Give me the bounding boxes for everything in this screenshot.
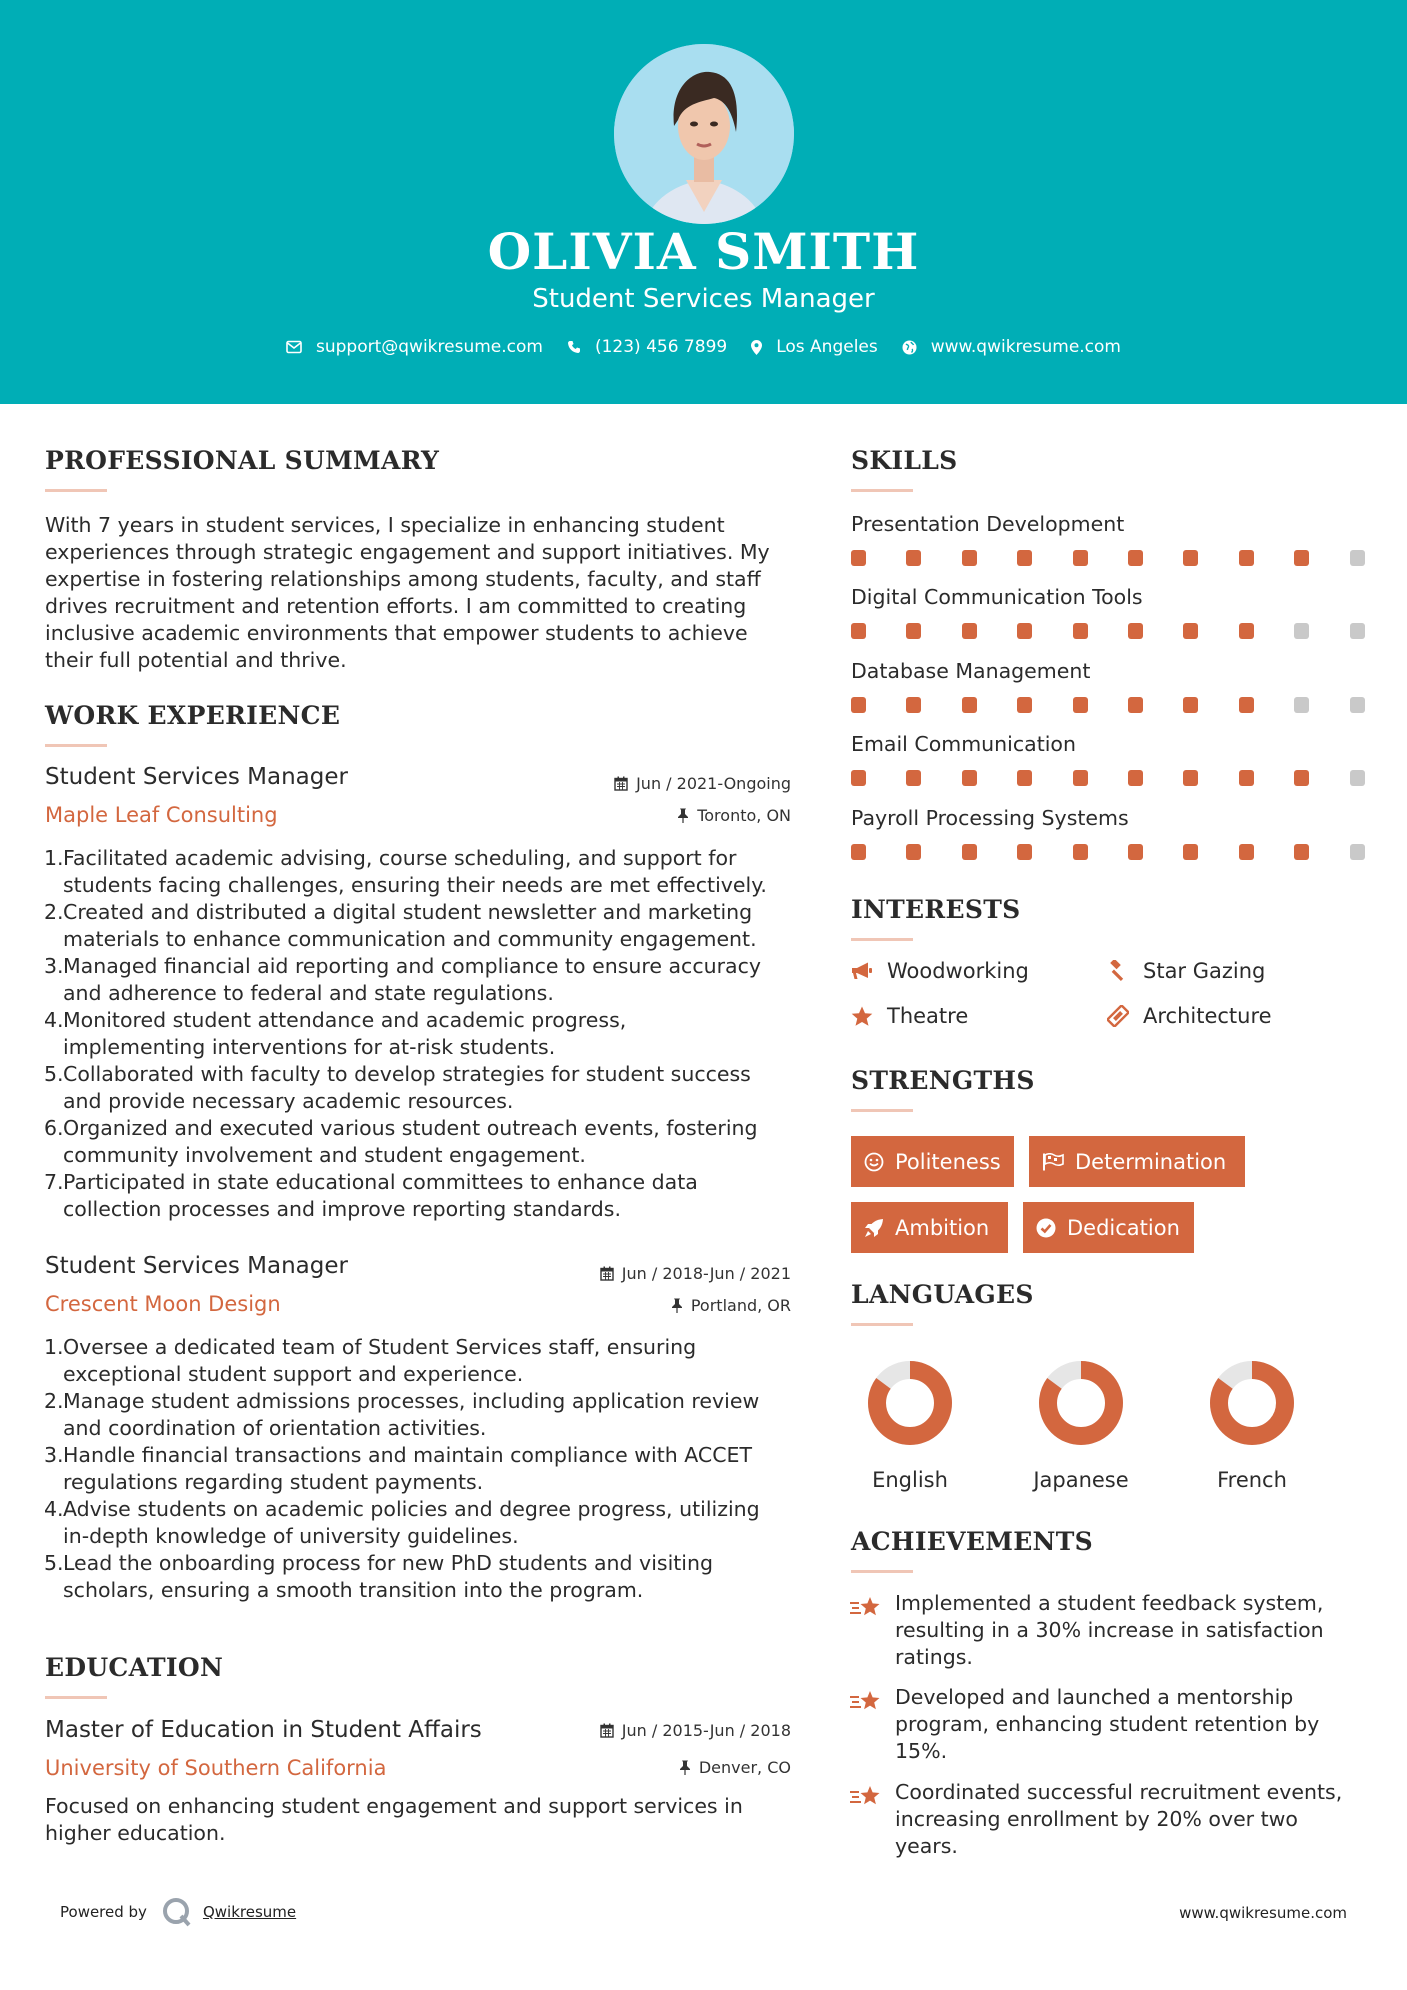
summary-line: experiences through strategic engagement and support initiatives. My (45, 540, 770, 564)
shooting-star-icon (849, 1594, 883, 1622)
calendar-icon (600, 1723, 614, 1738)
experience-heading-rule (45, 744, 107, 747)
summary-line: their full potential and thrive. (45, 648, 347, 672)
skills-heading-rule (851, 489, 913, 492)
job-location-text: Toronto, ON (697, 806, 791, 825)
skill-dot-filled (1183, 844, 1198, 860)
smile-icon (864, 1152, 884, 1172)
skill-dot-filled (1128, 770, 1143, 786)
pushpin-icon (677, 808, 689, 823)
interests-heading-rule (851, 938, 913, 941)
language-label: English (872, 1468, 948, 1492)
interest-label: Architecture (1143, 1004, 1272, 1028)
skill-dot-filled (1239, 623, 1254, 639)
job-location-text: Portland, OR (690, 1296, 791, 1315)
pushpin-icon (671, 1298, 683, 1313)
achievement-line: Implemented a student feedback system, (895, 1591, 1324, 1615)
languages-heading: LANGUAGES (851, 1280, 1034, 1309)
list-item-line: implementing interventions for at-risk students. (63, 1035, 556, 1059)
skill-dot-filled (1294, 770, 1309, 786)
footer-powered-label: Powered by (60, 1903, 147, 1921)
summary-heading-rule (45, 489, 107, 492)
job-duties-list (44, 845, 794, 1223)
language-label: French (1217, 1468, 1287, 1492)
job-date (614, 774, 791, 793)
summary-line: drives recruitment and retention efforts. I am committed to creating (45, 594, 747, 618)
skill-dot-filled (851, 550, 866, 566)
skill-dot-filled (1183, 770, 1198, 786)
skill-dot-filled (1073, 844, 1088, 860)
degree-title: Master of Education in Student Affairs (45, 1717, 482, 1743)
skill-dot-filled (906, 844, 921, 860)
contact-email-text: support@qwikresume.com (316, 337, 543, 357)
list-item (44, 1442, 794, 1496)
skill-dot-filled (962, 623, 977, 639)
bullhorn-icon (851, 961, 873, 981)
language-label: Japanese (1033, 1468, 1129, 1492)
interest-item (851, 959, 1029, 983)
contact-website-text: www.qwikresume.com (930, 337, 1121, 357)
education-line: higher education. (45, 1821, 226, 1845)
list-item (44, 1388, 794, 1442)
list-item (44, 1115, 794, 1169)
map-pin-icon (751, 340, 762, 355)
skill-dot-filled (1128, 844, 1143, 860)
skill-rating (851, 550, 1371, 566)
skill-dot-filled (851, 844, 866, 860)
interest-item (1107, 959, 1265, 983)
achievement-line: years. (895, 1834, 958, 1858)
shooting-star-icon (849, 1688, 883, 1716)
skill-name: Presentation Development (851, 512, 1125, 536)
job-title: Student Services Manager (45, 764, 348, 790)
skill-dot-filled (1128, 697, 1143, 713)
skill-rating (851, 844, 1371, 860)
candidate-title: Student Services Manager (532, 284, 875, 314)
skill-dot-filled (1239, 550, 1254, 566)
contact-website[interactable] (902, 337, 1121, 357)
list-item-line: Oversee a dedicated team of Student Services staff, ensuring (63, 1335, 697, 1359)
check-circle-icon (1036, 1218, 1056, 1238)
shooting-star-icon (849, 1783, 883, 1811)
qwikresume-logo-icon (161, 1896, 193, 1928)
school-name: University of Southern California (45, 1756, 387, 1780)
skill-dot-filled (1294, 550, 1309, 566)
job-location (677, 806, 791, 825)
achievement-line: Developed and launched a mentorship (895, 1685, 1294, 1709)
skill-dot-empty (1350, 550, 1365, 566)
envelope-icon (286, 340, 302, 354)
list-item (44, 1496, 794, 1550)
skill-dot-filled (906, 623, 921, 639)
skill-dot-filled (1128, 550, 1143, 566)
gavel-icon (1107, 960, 1129, 982)
interests-heading: INTERESTS (851, 895, 1021, 924)
ticket-icon (1107, 1005, 1129, 1027)
strength-label: Dedication (1067, 1215, 1180, 1240)
job-duties-list (44, 1334, 794, 1604)
skill-dot-filled (1239, 844, 1254, 860)
skill-dot-filled (1073, 770, 1088, 786)
achievement-line: resulting in a 30% increase in satisfaction (895, 1618, 1324, 1642)
education-date (600, 1721, 791, 1740)
list-item-line: Participated in state educational committees to enhance data (63, 1170, 698, 1194)
language-item (1197, 1356, 1307, 1492)
list-item (44, 1061, 794, 1115)
skill-dot-empty (1350, 770, 1365, 786)
contact-email[interactable] (286, 337, 543, 357)
list-item-line: Managed financial aid reporting and compliance to ensure accuracy (63, 954, 761, 978)
achievement-line: increasing enrollment by 20% over two (895, 1807, 1298, 1831)
interest-label: Theatre (887, 1004, 969, 1028)
list-item-line: Monitored student attendance and academic progress, (63, 1008, 627, 1032)
achievement-line: program, enhancing student retention by (895, 1712, 1320, 1736)
strength-tag (851, 1202, 1008, 1253)
skill-name: Digital Communication Tools (851, 585, 1143, 609)
skill-name: Database Management (851, 659, 1091, 683)
strengths-heading: STRENGTHS (851, 1066, 1035, 1095)
skill-dot-filled (1017, 550, 1032, 566)
achievement-line: ratings. (895, 1645, 973, 1669)
education-heading-rule (45, 1696, 107, 1699)
skill-rating (851, 623, 1371, 639)
skill-dot-filled (1017, 770, 1032, 786)
job-date (600, 1264, 791, 1283)
summary-line: expertise in fostering relationships among students, faculty, and staff (45, 567, 761, 591)
job-title: Student Services Manager (45, 1253, 348, 1279)
achievement-text (895, 1779, 1375, 1860)
list-item-line: in-depth knowledge of university guidelines. (63, 1524, 519, 1548)
skill-dot-filled (1239, 770, 1254, 786)
achievement-text (895, 1590, 1375, 1671)
list-item-line: students facing challenges, ensuring their needs are met effectively. (63, 873, 767, 897)
profile-photo-illustration (614, 44, 794, 224)
list-item (44, 845, 794, 899)
strength-label: Politeness (895, 1149, 1001, 1174)
language-donut (855, 1356, 965, 1450)
list-item-line: Handle financial transactions and maintain compliance with ACCET (63, 1443, 753, 1467)
list-item-line: Manage student admissions processes, including application review (63, 1389, 760, 1413)
skill-dot-filled (906, 697, 921, 713)
summary-text (45, 512, 805, 674)
contact-phone[interactable] (567, 337, 727, 357)
list-item-line: Created and distributed a digital student newsletter and marketing (63, 900, 753, 924)
footer-brand-link[interactable]: Qwikresume (202, 1903, 297, 1921)
skill-dot-filled (1017, 697, 1032, 713)
education-line: Focused on enhancing student engagement and support services in (45, 1794, 743, 1818)
list-item (44, 953, 794, 1007)
rocket-icon (864, 1218, 884, 1238)
job-date-text: Jun / 2021-Ongoing (636, 774, 791, 793)
list-item (44, 1007, 794, 1061)
footer-url[interactable]: www.qwikresume.com (1179, 1904, 1347, 1922)
list-item-line: collection processes and improve reporting standards. (63, 1197, 621, 1221)
list-item-line: Organized and executed various student outreach events, fostering (63, 1116, 758, 1140)
profile-photo (614, 44, 794, 224)
education-location (679, 1758, 791, 1777)
skill-dot-filled (906, 550, 921, 566)
star-icon (851, 1006, 873, 1027)
list-item (44, 899, 794, 953)
skill-rating (851, 770, 1371, 786)
list-item-line: regulations regarding student payments. (63, 1470, 484, 1494)
skill-dot-filled (962, 844, 977, 860)
job-company: Maple Leaf Consulting (45, 803, 278, 827)
flag-icon (1042, 1153, 1064, 1171)
contact-bar (0, 337, 1407, 357)
skill-dot-filled (1239, 697, 1254, 713)
interest-item (851, 1004, 968, 1028)
list-item-line: exceptional student support and experience. (63, 1362, 524, 1386)
list-item-line: materials to enhance communication and community engagement. (63, 927, 757, 951)
skill-dot-filled (1183, 697, 1198, 713)
achievement-line: 15%. (895, 1739, 948, 1763)
calendar-icon (614, 776, 628, 791)
contact-location (751, 337, 878, 357)
skill-dot-filled (962, 697, 977, 713)
skill-dot-filled (1183, 623, 1198, 639)
skill-dot-filled (1017, 844, 1032, 860)
strength-label: Ambition (895, 1215, 990, 1240)
summary-line: With 7 years in student services, I specialize in enhancing student (45, 513, 725, 537)
skill-name: Payroll Processing Systems (851, 806, 1129, 830)
language-item (1026, 1356, 1136, 1492)
language-donut (1197, 1356, 1307, 1450)
skill-dot-filled (1017, 623, 1032, 639)
candidate-name: OLIVIA SMITH (487, 222, 920, 281)
skill-dot-filled (962, 550, 977, 566)
list-item-line: community involvement and student engagement. (63, 1143, 586, 1167)
skill-dot-filled (1073, 623, 1088, 639)
list-item-line: Advise students on academic policies and degree progress, utilizing (63, 1497, 760, 1521)
education-description (45, 1793, 805, 1847)
achievements-heading: ACHIEVEMENTS (851, 1527, 1093, 1556)
header-banner (0, 0, 1407, 404)
list-item-line: Facilitated academic advising, course scheduling, and support for (63, 846, 737, 870)
achievements-heading-rule (851, 1570, 913, 1573)
list-item (44, 1169, 794, 1223)
skill-dot-empty (1294, 697, 1309, 713)
skill-rating (851, 697, 1371, 713)
calendar-icon (600, 1266, 614, 1281)
language-donut (1026, 1356, 1136, 1450)
skill-dot-filled (1294, 844, 1309, 860)
skill-dot-filled (851, 697, 866, 713)
list-item-line: Lead the onboarding process for new PhD students and visiting (63, 1551, 714, 1575)
list-item-line: and provide necessary academic resources. (63, 1089, 514, 1113)
education-date-text: Jun / 2015-Jun / 2018 (621, 1721, 791, 1740)
skill-dot-empty (1294, 623, 1309, 639)
strength-label: Determination (1075, 1149, 1227, 1174)
summary-line: inclusive academic environments that empower students to achieve (45, 621, 748, 645)
list-item-line: scholars, ensuring a smooth transition into the program. (63, 1578, 644, 1602)
footer-powered-by (60, 1896, 296, 1928)
list-item-line: and adherence to federal and state regulations. (63, 981, 554, 1005)
skill-dot-filled (962, 770, 977, 786)
education-heading: EDUCATION (45, 1653, 224, 1682)
strength-tag (1029, 1136, 1245, 1187)
list-item (44, 1334, 794, 1388)
skill-dot-empty (1350, 623, 1365, 639)
list-item-line: and coordination of orientation activities. (63, 1416, 487, 1440)
interest-label: Woodworking (887, 959, 1029, 983)
skill-dot-filled (906, 770, 921, 786)
achievement-line: Coordinated successful recruitment events, (895, 1780, 1343, 1804)
skill-dot-filled (1073, 550, 1088, 566)
skill-dot-filled (851, 623, 866, 639)
achievement-text (895, 1684, 1375, 1765)
job-company: Crescent Moon Design (45, 1292, 281, 1316)
language-item (855, 1356, 965, 1492)
strength-tag (851, 1136, 1014, 1187)
job-date-text: Jun / 2018-Jun / 2021 (621, 1264, 791, 1283)
phone-icon (567, 340, 581, 354)
skill-dot-filled (1073, 697, 1088, 713)
interest-item (1107, 1004, 1272, 1028)
strength-tag (1023, 1202, 1194, 1253)
globe-icon (902, 340, 917, 355)
pushpin-icon (679, 1760, 691, 1775)
languages-heading-rule (851, 1323, 913, 1326)
job-location (671, 1296, 791, 1315)
strengths-heading-rule (851, 1109, 913, 1112)
experience-heading: WORK EXPERIENCE (45, 701, 341, 730)
skills-heading: SKILLS (851, 446, 958, 475)
skill-dot-filled (1183, 550, 1198, 566)
list-item (44, 1550, 794, 1604)
summary-heading: PROFESSIONAL SUMMARY (45, 446, 440, 475)
skill-dot-filled (1128, 623, 1143, 639)
skill-dot-filled (851, 770, 866, 786)
skill-dot-empty (1350, 844, 1365, 860)
list-item-line: Collaborated with faculty to develop strategies for student success (63, 1062, 751, 1086)
interest-label: Star Gazing (1143, 959, 1266, 983)
education-location-text: Denver, CO (698, 1758, 791, 1777)
skill-name: Email Communication (851, 732, 1076, 756)
contact-phone-text: (123) 456 7899 (594, 337, 728, 357)
contact-location-text: Los Angeles (776, 337, 878, 357)
skill-dot-empty (1350, 697, 1365, 713)
